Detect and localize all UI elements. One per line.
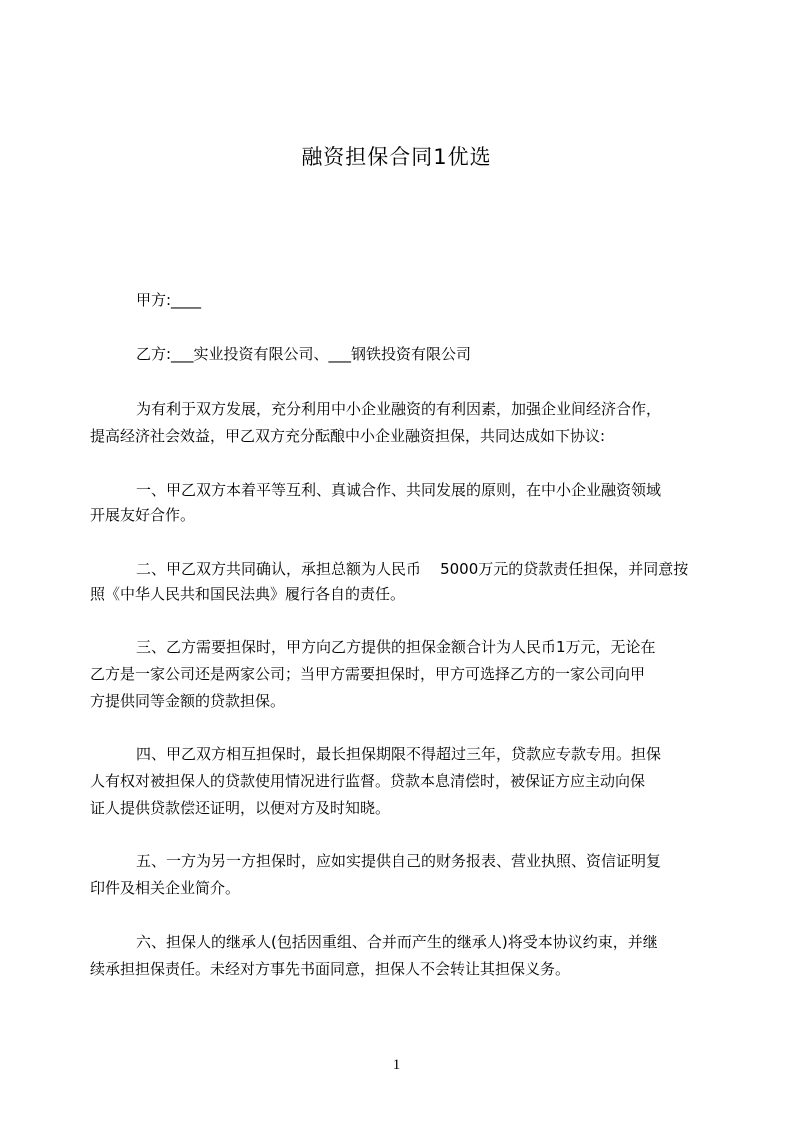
paragraph-line: 三、乙方需要担保时，甲方向乙方提供的担保金额合计为人民币1万元，无论在: [136, 638, 656, 656]
paragraph-line: 续承担担保责任。未经对方事先书面同意，担保人不会转让其担保义务。: [90, 960, 571, 978]
paragraph-line: 一、甲乙双方本着平等互利、真诚合作、共同发展的原则，在中小企业融资领域: [136, 481, 662, 499]
paragraph-line: 人有权对被担保人的贷款使用情况进行监督。贷款本息清偿时，被保证方应主动向保: [90, 772, 646, 790]
paragraph-line: 证人提供贷款偿还证明，以便对方及时知晓。: [90, 799, 391, 817]
paragraph-line: 为有利于双方发展，充分利用中小企业融资的有利因素，加强企业间经济合作，: [136, 400, 662, 418]
paragraph-line: 方提供同等金额的贷款担保。: [90, 692, 286, 710]
paragraph-line: 提高经济社会效益，甲乙双方充分酝酿中小企业融资担保，共同达成如下协议:: [90, 427, 606, 445]
paragraph-line: 二、甲乙双方共同确认，承担总额为人民币 5000万元的贷款责任担保，并同意按: [136, 560, 689, 578]
page-number: 1: [392, 1057, 401, 1073]
party-a-line: 甲方:____: [136, 291, 202, 309]
document-title: 融资担保合同1优选: [301, 145, 492, 169]
paragraph-line: 五、一方为另一方担保时，应如实提供自己的财务报表、营业执照、资信证明复: [136, 852, 662, 870]
paragraph-line: 乙方是一家公司还是两家公司；当甲方需要担保时，甲方可选择乙方的一家公司向甲: [90, 665, 646, 683]
paragraph-line: 照《中华人民共和国民法典》履行各自的责任。: [90, 585, 406, 603]
paragraph-line: 印件及相关企业简介。: [90, 879, 241, 897]
party-b-line: 乙方:___实业投资有限公司、___钢铁投资有限公司: [136, 345, 472, 363]
paragraph-line: 开展友好合作。: [90, 506, 196, 524]
paragraph-line: 六、担保人的继承人(包括因重组、合并而产生的继承人)将受本协议约束，并继: [136, 933, 658, 951]
paragraph-line: 四、甲乙双方相互担保时，最长担保期限不得超过三年，贷款应专款专用。担保: [136, 745, 662, 763]
